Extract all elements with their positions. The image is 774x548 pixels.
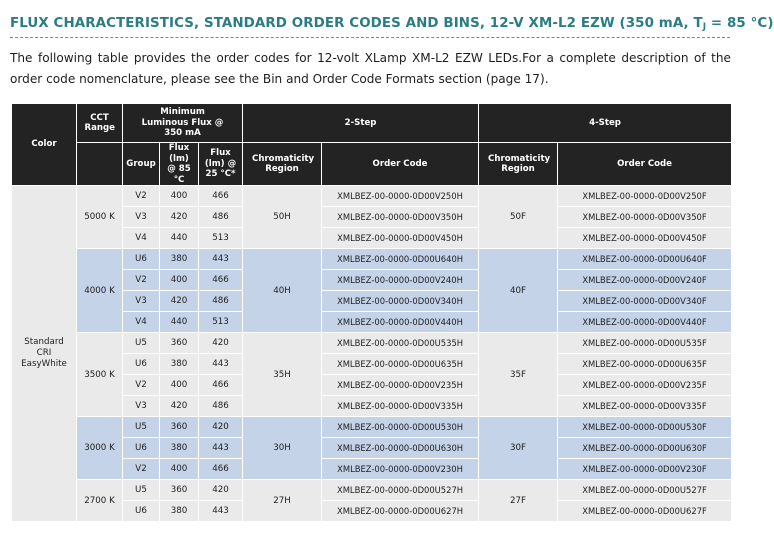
order-code-4step-cell: XMLBEZ-00-0000-0D00V250F — [558, 186, 732, 207]
color-cell — [12, 186, 77, 522]
order-code-4step-cell: XMLBEZ-00-0000-0D00V240F — [558, 270, 732, 291]
table-body — [12, 186, 732, 522]
intro-paragraph: The following table provides the order codes for 12-volt XLamp XM-L2 EZW LEDs.For a complete description of the order code nomenclature, please see the Bin and Order Code Formats section (page 17). — [10, 51, 731, 86]
section-title — [10, 16, 774, 32]
chromaticity-region-4step-cell: 50F — [479, 186, 558, 249]
order-code-2step-cell: XMLBEZ-00-0000-0D00V335H — [322, 396, 479, 417]
group-cell: V3 — [123, 396, 160, 417]
chromaticity-region-4step-cell: 35F — [479, 333, 558, 417]
header-cct-spacer — [77, 143, 123, 186]
flux-25-cell: 443 — [199, 438, 243, 459]
order-code-4step-cell: XMLBEZ-00-0000-0D00U535F — [558, 333, 732, 354]
order-code-2step-cell: XMLBEZ-00-0000-0D00U635H — [322, 354, 479, 375]
flux-85-cell: 380 — [160, 354, 199, 375]
chromaticity-region-2step-cell: 35H — [243, 333, 322, 417]
order-code-4step-cell: XMLBEZ-00-0000-0D00U627F — [558, 501, 732, 522]
chromaticity-region-4step-cell: 27F — [479, 480, 558, 522]
flux-85-cell: 440 — [160, 312, 199, 333]
color-label: Standard CRI EasyWhite — [21, 337, 67, 369]
flux-85-cell: 380 — [160, 438, 199, 459]
section-title-subscript: J — [702, 22, 707, 32]
order-code-2step-cell: XMLBEZ-00-0000-0D00U627H — [322, 501, 479, 522]
group-cell: V2 — [123, 459, 160, 480]
flux-25-cell: 466 — [199, 459, 243, 480]
order-code-4step-cell: XMLBEZ-00-0000-0D00U635F — [558, 354, 732, 375]
chromaticity-region-2step-cell: 27H — [243, 480, 322, 522]
chromaticity-region-2step-cell: 50H — [243, 186, 322, 249]
order-code-2step-cell: XMLBEZ-00-0000-0D00V450H — [322, 228, 479, 249]
header-group: Group — [123, 143, 160, 186]
chromaticity-region-2step-cell: 30H — [243, 417, 322, 480]
chromaticity-region-4step-cell: 30F — [479, 417, 558, 480]
flux-85-cell: 420 — [160, 396, 199, 417]
group-cell: V3 — [123, 291, 160, 312]
flux-85-cell: 400 — [160, 375, 199, 396]
flux-25-cell: 466 — [199, 375, 243, 396]
order-code-table — [11, 103, 732, 522]
order-code-4step-cell: XMLBEZ-00-0000-0D00V350F — [558, 207, 732, 228]
order-code-2step-cell: XMLBEZ-00-0000-0D00U535H — [322, 333, 479, 354]
flux-85-cell: 420 — [160, 207, 199, 228]
flux-25-cell: 466 — [199, 270, 243, 291]
group-cell: V2 — [123, 186, 160, 207]
group-cell: U5 — [123, 417, 160, 438]
flux-25-cell: 420 — [199, 417, 243, 438]
group-cell: V4 — [123, 312, 160, 333]
flux-85-cell: 360 — [160, 417, 199, 438]
group-cell: U6 — [123, 249, 160, 270]
order-code-2step-cell: XMLBEZ-00-0000-0D00V340H — [322, 291, 479, 312]
order-code-4step-cell: XMLBEZ-00-0000-0D00V440F — [558, 312, 732, 333]
cct-cell: 3500 K — [77, 333, 123, 417]
header-2-step: 2-Step — [243, 104, 479, 143]
order-code-2step-cell: XMLBEZ-00-0000-0D00V240H — [322, 270, 479, 291]
group-cell: V2 — [123, 270, 160, 291]
flux-25-cell: 466 — [199, 186, 243, 207]
flux-25-cell: 513 — [199, 312, 243, 333]
flux-25-cell: 420 — [199, 333, 243, 354]
flux-85-cell: 380 — [160, 249, 199, 270]
header-chromaticity-region-4step: Chromaticity Region — [479, 143, 558, 186]
flux-25-cell: 486 — [199, 207, 243, 228]
header-min-flux: Minimum Luminous Flux @ 350 mA — [123, 104, 243, 143]
flux-25-cell: 486 — [199, 396, 243, 417]
order-code-4step-cell: XMLBEZ-00-0000-0D00U527F — [558, 480, 732, 501]
order-code-4step-cell: XMLBEZ-00-0000-0D00U530F — [558, 417, 732, 438]
header-order-code-2step: Order Code — [322, 143, 479, 186]
flux-25-cell: 486 — [199, 291, 243, 312]
group-cell: U6 — [123, 501, 160, 522]
order-code-2step-cell: XMLBEZ-00-0000-0D00V250H — [322, 186, 479, 207]
flux-85-cell: 400 — [160, 459, 199, 480]
order-code-4step-cell: XMLBEZ-00-0000-0D00V450F — [558, 228, 732, 249]
order-code-2step-cell: XMLBEZ-00-0000-0D00U527H — [322, 480, 479, 501]
order-code-2step-cell: XMLBEZ-00-0000-0D00V440H — [322, 312, 479, 333]
flux-25-cell: 443 — [199, 249, 243, 270]
flux-85-cell: 400 — [160, 270, 199, 291]
order-code-2step-cell: XMLBEZ-00-0000-0D00U640H — [322, 249, 479, 270]
order-code-2step-cell: XMLBEZ-00-0000-0D00V235H — [322, 375, 479, 396]
flux-85-cell: 360 — [160, 333, 199, 354]
order-code-4step-cell: XMLBEZ-00-0000-0D00V335F — [558, 396, 732, 417]
header-color: Color — [12, 104, 77, 186]
header-4-step: 4-Step — [479, 104, 732, 143]
cct-cell: 5000 K — [77, 186, 123, 249]
flux-85-cell: 400 — [160, 186, 199, 207]
section-title-main: FLUX CHARACTERISTICS, STANDARD ORDER CODES AND BINS, 12-V XM-L2 EZW (350 mA, T — [10, 16, 703, 31]
order-code-4step-cell: XMLBEZ-00-0000-0D00U630F — [558, 438, 732, 459]
flux-85-cell: 440 — [160, 228, 199, 249]
table-row — [12, 186, 732, 207]
table-row — [12, 333, 732, 354]
group-cell: U6 — [123, 438, 160, 459]
order-code-4step-cell: XMLBEZ-00-0000-0D00V230F — [558, 459, 732, 480]
group-cell: U5 — [123, 333, 160, 354]
group-cell: V3 — [123, 207, 160, 228]
flux-85-cell: 360 — [160, 480, 199, 501]
table-row — [12, 480, 732, 501]
header-flux-85: Flux (lm) @ 85 °C — [160, 143, 199, 186]
flux-25-cell: 443 — [199, 354, 243, 375]
group-cell: V2 — [123, 375, 160, 396]
flux-25-cell: 420 — [199, 480, 243, 501]
order-code-4step-cell: XMLBEZ-00-0000-0D00U640F — [558, 249, 732, 270]
table-row — [12, 417, 732, 438]
order-code-2step-cell: XMLBEZ-00-0000-0D00V350H — [322, 207, 479, 228]
order-code-2step-cell: XMLBEZ-00-0000-0D00U630H — [322, 438, 479, 459]
group-cell: V4 — [123, 228, 160, 249]
header-cct-range: CCT Range — [77, 104, 123, 143]
order-code-4step-cell: XMLBEZ-00-0000-0D00V340F — [558, 291, 732, 312]
header-order-code-4step: Order Code — [558, 143, 732, 186]
header-flux-25: Flux (lm) @ 25 °C* — [199, 143, 243, 186]
section-title-tail: = 85 °C) — [706, 16, 774, 31]
cct-cell: 3000 K — [77, 417, 123, 480]
flux-25-cell: 443 — [199, 501, 243, 522]
flux-85-cell: 380 — [160, 501, 199, 522]
flux-85-cell: 420 — [160, 291, 199, 312]
chromaticity-region-4step-cell: 40F — [479, 249, 558, 333]
header-chromaticity-region-2step: Chromaticity Region — [243, 143, 322, 186]
table-row — [12, 249, 732, 270]
cct-cell: 2700 K — [77, 480, 123, 522]
chromaticity-region-2step-cell: 40H — [243, 249, 322, 333]
cct-cell: 4000 K — [77, 249, 123, 333]
order-code-2step-cell: XMLBEZ-00-0000-0D00V230H — [322, 459, 479, 480]
order-code-2step-cell: XMLBEZ-00-0000-0D00U530H — [322, 417, 479, 438]
group-cell: U6 — [123, 354, 160, 375]
order-code-4step-cell: XMLBEZ-00-0000-0D00V235F — [558, 375, 732, 396]
group-cell: U5 — [123, 480, 160, 501]
flux-25-cell: 513 — [199, 228, 243, 249]
title-divider — [10, 37, 730, 38]
